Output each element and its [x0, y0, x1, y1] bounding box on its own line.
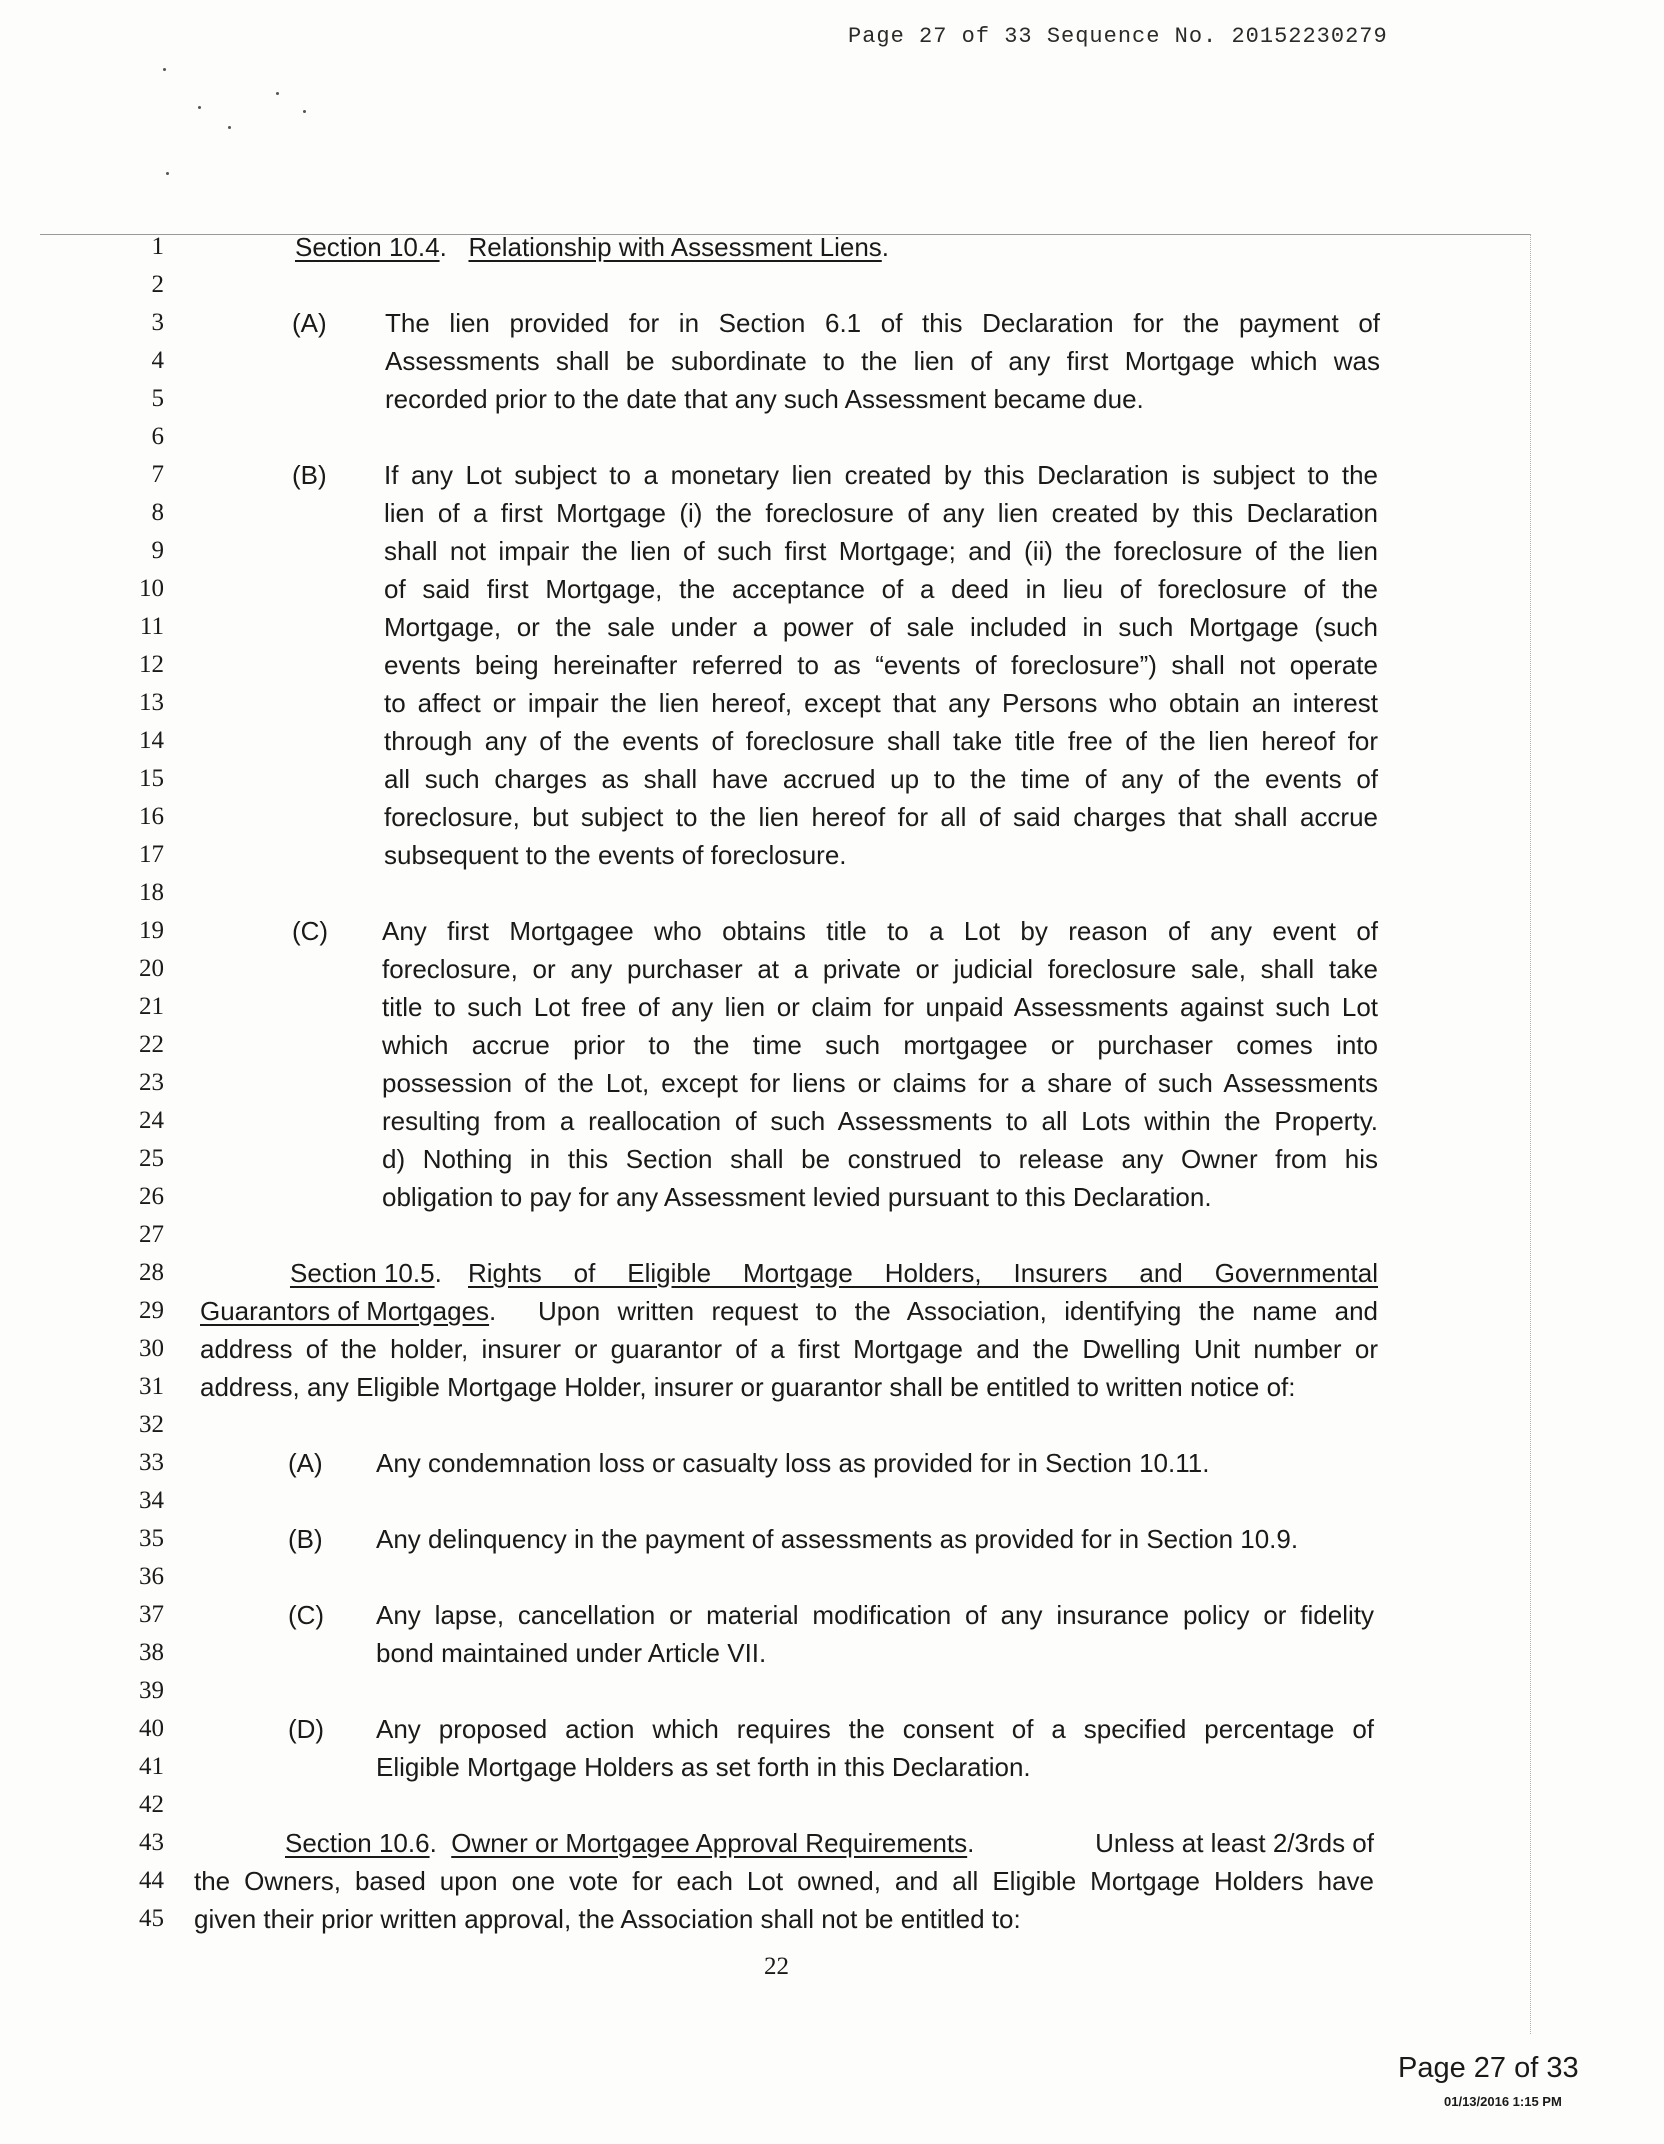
body-line: through any of the events of foreclosure shall take title free of the lien hereof for [384, 726, 1378, 756]
body-line: the Owners, based upon one vote for each Lot owned, and all Eligible Mortgage Holders have [194, 1866, 1374, 1896]
line-number: 3 [151, 309, 164, 336]
line-number: 44 [139, 1867, 164, 1894]
line-number: 26 [139, 1183, 164, 1210]
body-line: resulting from a reallocation of such Assessments to all Lots within the Property. [382, 1106, 1378, 1136]
line-number: 43 [139, 1829, 164, 1856]
line-number: 40 [139, 1715, 164, 1742]
scan-speck [198, 106, 201, 109]
body-line: all such charges as shall have accrued up to the time of any of the events of [384, 764, 1378, 794]
body-line: Upon written request to the Association, identifying the name and [538, 1296, 1378, 1326]
section-10-6-heading: Section 10.6. Owner or Mortgagee Approval Requirements. Unless at least 2/3rds of [285, 1824, 1374, 1862]
line-number: 33 [139, 1449, 164, 1476]
line-number: 23 [139, 1069, 164, 1096]
line-number: 24 [139, 1107, 164, 1134]
line-number: 13 [139, 689, 164, 716]
line-number: 16 [139, 803, 164, 830]
subsection-marker: (B) [288, 1524, 323, 1554]
recording-stamp-page: Page 27 of 33 [1398, 2052, 1579, 2084]
section-label: Section 10.4 [295, 232, 440, 262]
line-number: 14 [139, 727, 164, 754]
body-line: foreclosure, but subject to the lien hereof for all of said charges that shall accrue [384, 802, 1378, 832]
scan-speck [228, 126, 231, 129]
body-line: recorded prior to the date that any such Assessment became due. [385, 384, 1144, 414]
line-number: 34 [139, 1487, 164, 1514]
line-number: 12 [139, 651, 164, 678]
line-number: 25 [139, 1145, 164, 1172]
line-number: 37 [139, 1601, 164, 1628]
body-line: events being hereinafter referred to as “events of foreclosure”) shall not operate [384, 650, 1378, 680]
line-number: 2 [151, 271, 164, 298]
subsection-marker: (B) [292, 460, 327, 490]
scan-speck [276, 92, 279, 95]
line-number: 28 [139, 1259, 164, 1286]
body-line: bond maintained under Article VII. [376, 1638, 767, 1668]
subsection-marker: (C) [288, 1600, 325, 1630]
section-title: Rights of Eligible Mortgage Holders, Insurers and Governmental [468, 1258, 1378, 1288]
subsection-marker: (A) [288, 1448, 323, 1478]
line-number: 19 [139, 917, 164, 944]
line-number: 38 [139, 1639, 164, 1666]
line-number: 36 [139, 1563, 164, 1590]
body-line: If any Lot subject to a monetary lien created by this Declaration is subject to the [384, 460, 1378, 490]
line-number: 29 [139, 1297, 164, 1324]
section-10-5-title-line: Guarantors of Mortgages. Upon written request to the Association, identifying the name and [200, 1292, 1378, 1330]
scan-speck [163, 68, 166, 71]
line-number: 39 [139, 1677, 164, 1704]
subsection-marker: (D) [288, 1714, 325, 1744]
subsection-marker: (C) [292, 916, 329, 946]
subsection-marker: (A) [292, 308, 327, 338]
line-number: 42 [139, 1791, 164, 1818]
body-line: which accrue prior to the time such mortgagee or purchaser comes into [382, 1030, 1378, 1060]
body-line: to affect or impair the lien hereof, except that any Persons who obtain an interest [384, 688, 1378, 718]
body-line: d) Nothing in this Section shall be construed to release any Owner from his [382, 1144, 1378, 1174]
line-number: 5 [151, 385, 164, 412]
body-line: title to such Lot free of any lien or claim for unpaid Assessments against such Lot [382, 992, 1378, 1022]
line-number: 27 [139, 1221, 164, 1248]
body-line: obligation to pay for any Assessment levied pursuant to this Declaration. [382, 1182, 1212, 1212]
line-number: 15 [139, 765, 164, 792]
line-number: 17 [139, 841, 164, 868]
line-number: 11 [139, 613, 164, 640]
line-number: 41 [139, 1753, 164, 1780]
body-line: Mortgage, or the sale under a power of sale included in such Mortgage (such [384, 612, 1378, 642]
body-line: Assessments shall be subordinate to the lien of any first Mortgage which was [385, 346, 1380, 376]
line-number: 21 [139, 993, 164, 1020]
body-line: shall not impair the lien of such first Mortgage; and (ii) the foreclosure of the lien [384, 536, 1378, 566]
line-number: 7 [151, 461, 164, 488]
section-label: Section 10.6 [285, 1828, 430, 1858]
body-line: Any condemnation loss or casualty loss as provided for in Section 10.11. [376, 1448, 1210, 1478]
section-title: Owner or Mortgagee Approval Requirements [451, 1828, 968, 1858]
body-line: Any proposed action which requires the consent of a specified percentage of [376, 1714, 1374, 1744]
scan-speck [303, 110, 306, 113]
body-line: given their prior written approval, the Association shall not be entitled to: [194, 1904, 1021, 1934]
line-number: 45 [139, 1905, 164, 1932]
body-line: possession of the Lot, except for liens or claims for a share of such Assessments [382, 1068, 1378, 1098]
body-line: The lien provided for in Section 6.1 of this Declaration for the payment of [385, 308, 1380, 338]
body-line: Any delinquency in the payment of assessments as provided for in Section 10.9. [376, 1524, 1299, 1554]
section-10-4-heading: Section 10.4. Relationship with Assessment Liens. [295, 232, 890, 262]
page-number: 22 [764, 1953, 789, 1980]
line-number: 30 [139, 1335, 164, 1362]
line-number: 18 [139, 879, 164, 906]
line-number: 31 [139, 1373, 164, 1400]
body-line: subsequent to the events of foreclosure. [384, 840, 847, 870]
body-line: Unless at least 2/3rds of [1095, 1828, 1374, 1858]
line-number: 1 [151, 233, 164, 260]
section-10-5-heading: Section 10.5. Rights of Eligible Mortgage Holders, Insurers and Governmental [290, 1254, 1378, 1292]
line-number: 10 [139, 575, 164, 602]
line-number: 32 [139, 1411, 164, 1438]
line-number: 9 [151, 537, 164, 564]
line-number: 8 [151, 499, 164, 526]
body-line: Any first Mortgagee who obtains title to a Lot by reason of any event of [382, 916, 1378, 946]
body-line: Eligible Mortgage Holders as set forth in this Declaration. [376, 1752, 1031, 1782]
scan-speck [166, 172, 169, 175]
line-number: 35 [139, 1525, 164, 1552]
body-line: Any lapse, cancellation or material modification of any insurance policy or fidelity [376, 1600, 1374, 1630]
line-number: 22 [139, 1031, 164, 1058]
section-title-continued: Guarantors of Mortgages [200, 1296, 490, 1326]
section-label: Section 10.5 [290, 1258, 435, 1288]
body-line: foreclosure, or any purchaser at a private or judicial foreclosure sale, shall take [382, 954, 1378, 984]
line-number: 20 [139, 955, 164, 982]
section-title: Relationship with Assessment Liens [468, 232, 882, 262]
sequence-header: Page 27 of 33 Sequence No. 20152230279 [848, 24, 1388, 49]
body-line: address, any Eligible Mortgage Holder, insurer or guarantor shall be entitled to written notice of: [200, 1372, 1296, 1402]
body-line: of said first Mortgage, the acceptance of a deed in lieu of foreclosure of the [384, 574, 1378, 604]
body-line: lien of a first Mortgage (i) the foreclosure of any lien created by this Declaration [384, 498, 1378, 528]
recording-stamp-datetime: 01/13/2016 1:15 PM [1444, 2094, 1562, 2109]
line-number: 4 [151, 347, 164, 374]
right-margin-rule [1530, 234, 1531, 2034]
body-line: address of the holder, insurer or guarantor of a first Mortgage and the Dwelling Unit number or [200, 1334, 1378, 1364]
line-number: 6 [151, 423, 164, 450]
